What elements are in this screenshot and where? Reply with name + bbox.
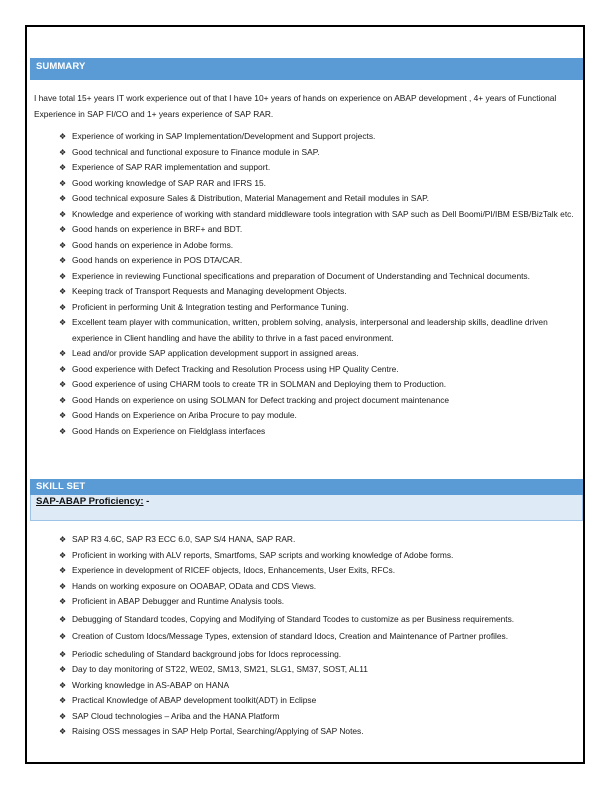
- diamond-bullet-icon: ❖: [59, 256, 67, 265]
- list-item-text: Working knowledge in AS-ABAP on HANA: [72, 679, 230, 690]
- list-item: [59, 377, 574, 393]
- list-item-text: Good experience of using CHARM tools to create TR in SOLMAN and Deploying them to Production.: [72, 379, 447, 389]
- diamond-bullet-icon: ❖: [59, 240, 67, 250]
- list-item-text: Raising OSS messages in SAP Help Portal, Searching/Applying of SAP Notes.: [72, 726, 364, 736]
- list-item-text: Experience in development of RICEF objects, Idocs, Enhancements, User Exits, RFCs.: [72, 565, 396, 575]
- list-item-text: Debugging of Standard tcodes, Copying and Modifying of Standard Tcodes to customize as per Business requirements.: [72, 613, 515, 624]
- list-item: [59, 300, 574, 316]
- list-item: [59, 678, 574, 694]
- diamond-bullet-icon: ❖: [59, 680, 67, 690]
- list-item: [59, 393, 574, 409]
- list-item: [59, 346, 574, 362]
- list-item-text: Hands on working exposure on OOABAP, OData and CDS Views.: [72, 580, 317, 591]
- list-item: [59, 191, 574, 207]
- list-item-text: Good technical and functional exposure to Finance module in SAP.: [72, 146, 320, 157]
- list-item: [59, 176, 574, 192]
- diamond-bullet-icon: ❖: [59, 287, 67, 296]
- list-item: [59, 594, 574, 610]
- list-item-text: Creation of Custom Idocs/Message Types, extension of standard Idocs, Creation and Maintenance of Partner profiles.: [72, 631, 509, 641]
- diamond-bullet-icon: ❖: [59, 649, 67, 659]
- summary-bullet-list: [59, 129, 574, 439]
- diamond-bullet-icon: ❖: [59, 581, 67, 591]
- diamond-bullet-icon: ❖: [59, 147, 67, 157]
- list-item: [59, 253, 574, 269]
- list-item-text: Practical Knowledge of ABAP development toolkit(ADT) in Eclipse: [72, 695, 317, 705]
- diamond-bullet-icon: ❖: [59, 225, 67, 234]
- list-item: [59, 129, 574, 145]
- diamond-bullet-icon: ❖: [59, 132, 67, 141]
- resume-page-frame: [25, 25, 585, 764]
- diamond-bullet-icon: ❖: [59, 395, 67, 405]
- diamond-bullet-icon: ❖: [59, 696, 67, 705]
- diamond-bullet-icon: ❖: [59, 302, 67, 312]
- list-item: [59, 647, 574, 663]
- diamond-bullet-icon: ❖: [59, 711, 67, 721]
- diamond-bullet-icon: ❖: [59, 318, 67, 327]
- list-item-text: Day to day monitoring of ST22, WE02, SM13, SM21, SLG1, SM37, SOST, AL11: [72, 664, 368, 674]
- subheading-suffix: -: [143, 496, 150, 507]
- list-item-text: Good experience with Defect Tracking and Resolution Process using HP Quality Centre.: [72, 363, 399, 374]
- diamond-bullet-icon: ❖: [59, 411, 67, 420]
- diamond-bullet-icon: ❖: [59, 727, 67, 736]
- diamond-bullet-icon: ❖: [59, 349, 67, 358]
- diamond-bullet-icon: ❖: [59, 209, 67, 219]
- list-item: [59, 563, 574, 579]
- list-item-text: Good Hands on Experience on Fieldglass interfaces: [72, 425, 266, 436]
- list-item: [59, 579, 574, 595]
- diamond-bullet-icon: ❖: [59, 194, 67, 203]
- list-item-text: SAP Cloud technologies – Ariba and the HANA Platform: [72, 710, 280, 721]
- diamond-bullet-icon: ❖: [59, 665, 67, 674]
- list-item-text: Good working knowledge of SAP RAR and IFRS 15.: [72, 177, 266, 188]
- list-item: [59, 724, 574, 740]
- list-item-text: SAP R3 4.6C, SAP R3 ECC 6.0, SAP S/4 HANA, SAP RAR.: [72, 534, 296, 544]
- list-item-text: Keeping track of Transport Requests and Managing development Objects.: [72, 286, 347, 296]
- diamond-bullet-icon: ❖: [59, 426, 67, 436]
- list-item-text: Proficient in ABAP Debugger and Runtime Analysis tools.: [72, 596, 285, 606]
- list-item-text: Good technical exposure Sales & Distribution, Material Management and Retail modules in SAP.: [72, 193, 429, 203]
- list-item-text: Good Hands on Experience on Ariba Procure to pay module.: [72, 410, 297, 420]
- list-item: [59, 548, 574, 564]
- diamond-bullet-icon: ❖: [59, 271, 67, 281]
- list-item: [59, 160, 574, 176]
- diamond-bullet-icon: ❖: [59, 550, 67, 560]
- list-item-text: Good Hands on experience on using SOLMAN for Defect tracking and project document maintenance: [72, 394, 450, 405]
- skill-set-bullet-list: [59, 532, 574, 740]
- list-item-text: Experience of working in SAP Implementation/Development and Support projects.: [72, 131, 376, 141]
- summary-heading: SUMMARY: [30, 58, 583, 80]
- list-item: [59, 315, 574, 346]
- list-item-text: Experience in reviewing Functional specifications and preparation of Document of Understanding and Technical documents.: [72, 270, 530, 281]
- list-item: [59, 362, 574, 378]
- subheading-label: SAP-ABAP Proficiency:: [36, 496, 144, 507]
- list-item: [59, 222, 574, 238]
- list-item-text: Excellent team player with communication, written, problem solving, analysis, interpersonal and leadership skills, deadline driven experience in Client handling and have the ability to thrive in a fast paced environment.: [72, 317, 548, 343]
- list-item: [59, 612, 574, 628]
- list-item: [59, 709, 574, 725]
- list-item: [59, 145, 574, 161]
- list-item-text: Proficient in performing Unit & Integration testing and Performance Tuning.: [72, 301, 349, 312]
- sap-abap-proficiency-subheading: [30, 495, 583, 521]
- list-item: [59, 408, 574, 424]
- list-item: [59, 238, 574, 254]
- diamond-bullet-icon: ❖: [59, 535, 67, 544]
- list-item: [59, 424, 574, 440]
- list-item: [59, 284, 574, 300]
- diamond-bullet-icon: ❖: [59, 163, 67, 172]
- list-item: [59, 662, 574, 678]
- list-item-text: Good hands on experience in Adobe forms.: [72, 239, 234, 250]
- diamond-bullet-icon: ❖: [59, 178, 67, 188]
- list-item-text: Good hands on experience in POS DTA/CAR.: [72, 255, 243, 265]
- diamond-bullet-icon: ❖: [59, 380, 67, 389]
- list-item: [59, 629, 574, 645]
- list-item: [59, 693, 574, 709]
- list-item-text: Knowledge and experience of working with standard middleware tools integration with SAP such as Dell Boomi/PI/IBM ESB/BizTalk etc.: [72, 208, 574, 219]
- list-item-text: Lead and/or provide SAP application development support in assigned areas.: [72, 348, 359, 358]
- list-item: [59, 532, 574, 548]
- diamond-bullet-icon: ❖: [59, 364, 67, 374]
- list-item: [59, 269, 574, 285]
- list-item-text: Good hands on experience in BRF+ and BDT.: [72, 224, 243, 234]
- diamond-bullet-icon: ❖: [59, 597, 67, 606]
- diamond-bullet-icon: ❖: [59, 632, 67, 641]
- diamond-bullet-icon: ❖: [59, 614, 67, 624]
- summary-intro-paragraph: I have total 15+ years IT work experience out of that I have 10+ years of hands on experience on ABAP development , 4+ years of Functional Experience in SAP FI/CO and 1+ years experience of SAP RAR.: [34, 93, 557, 119]
- list-item-text: Experience of SAP RAR implementation and support.: [72, 162, 271, 172]
- diamond-bullet-icon: ❖: [59, 566, 67, 575]
- list-item: [59, 207, 574, 223]
- list-item-text: Proficient in working with ALV reports, Smartfoms, SAP scripts and working knowledge of Adobe forms.: [72, 549, 454, 560]
- list-item-text: Periodic scheduling of Standard background jobs for Idocs reprocessing.: [72, 648, 342, 659]
- skill-set-heading: SKILL SET: [30, 479, 583, 495]
